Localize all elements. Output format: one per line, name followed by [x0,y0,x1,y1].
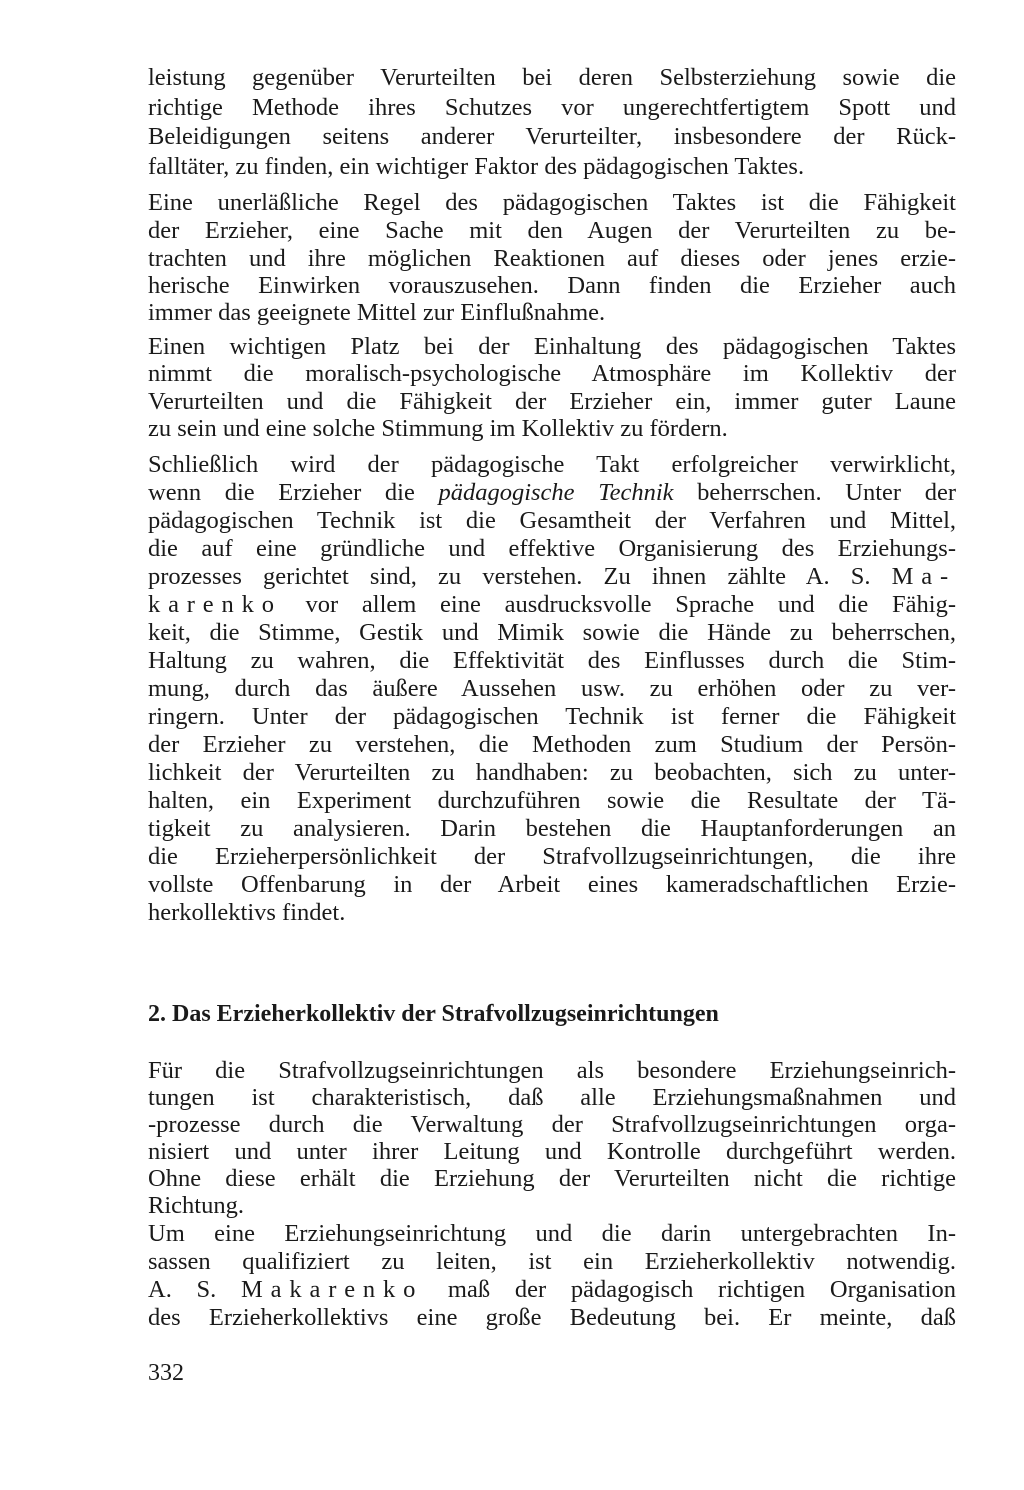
text-line: herkollektivs findet. [148,899,346,926]
text-line: Für die Strafvollzugseinrichtungen als besondere Erziehungseinrich- [148,1057,956,1084]
text-line: ringern. Unter der pädagogischen Technik ist ferner die Fähigkeit [148,703,956,730]
text-line: die auf eine gründliche und effektive Organisierung des Erziehungs- [148,535,956,562]
text-line: mung, durch das äußere Aussehen usw. zu erhöhen oder zu ver- [148,675,956,702]
text-line: Eine unerläßliche Regel des pädagogischen Taktes ist die Fähigkeit [148,189,956,216]
text-segment: maß der pädagogisch richtigen Organisation [423,1276,956,1303]
text-segment: A. S. [148,1276,242,1303]
text-line: keit, die Stimme, Gestik und Mimik sowie die Hände zu beherrschen, [148,619,956,646]
text-line: zu sein und eine solche Stimmung im Kollektiv zu fördern. [148,415,728,442]
spaced-author-name: Makarenko [241,1276,424,1303]
text-line: der Erzieher zu verstehen, die Methoden zum Studium der Persön- [148,731,956,758]
text-line: -prozesse durch die Verwaltung der Strafvollzugseinrichtungen orga- [148,1111,956,1138]
text-line: halten, ein Experiment durchzuführen sowie die Resultate der Tä- [148,787,956,814]
text-line: Einen wichtigen Platz bei der Einhaltung des pädagogischen Taktes [148,333,956,360]
text-line: immer das geeignete Mittel zur Einflußnahme. [148,299,606,326]
text-line: Beleidigungen seitens anderer Verurteilter, insbesondere der Rück- [148,123,956,150]
text-line: herische Einwirken vorauszusehen. Dann finden die Erzieher auch [148,272,956,299]
text-line: leistung gegenüber Verurteilten bei deren Selbsterziehung sowie die [148,64,956,91]
spaced-author-name: karenko [148,591,282,618]
text-line: tungen ist charakteristisch, daß alle Erziehungsmaßnahmen und [148,1084,956,1111]
text-segment: beherrschen. Unter der [673,479,956,506]
spaced-author-name: Ma- [891,563,956,590]
text-line: falltäter, zu finden, ein wichtiger Faktor des pädagogischen Taktes. [148,153,805,180]
text-line: Um eine Erziehungseinrichtung und die darin untergebrachten In- [148,1220,956,1247]
text-line: lichkeit der Verurteilten zu handhaben: zu beobachten, sich zu unter- [148,759,956,786]
text-line: Verurteilten und die Fähigkeit der Erzieher ein, immer guter Laune [148,388,956,415]
text-line-with-spaced-name [148,563,956,590]
text-line: Ohne diese erhält die Erziehung der Verurteilten nicht die richtige [148,1165,956,1192]
text-segment: wenn die Erzieher die [148,479,439,506]
text-segment: prozesses gerichtet sind, zu verstehen. Zu ihnen zählte A. S. [148,563,892,590]
text-line: vollste Offenbarung in der Arbeit eines kameradschaftlichen Erzie- [148,871,956,898]
text-line: pädagogischen Technik ist die Gesamtheit der Verfahren und Mittel, [148,507,956,534]
text-line: die Erzieherpersönlichkeit der Strafvollzugseinrichtungen, die ihre [148,843,956,870]
text-line-with-spaced-name [148,1276,956,1303]
text-line-with-spaced-name [148,591,956,618]
text-line: nimmt die moralisch-psychologische Atmosphäre im Kollektiv der [148,360,956,387]
section-heading: 2. Das Erzieherkollektiv der Strafvollzugseinrichtungen [148,1001,719,1027]
text-line: nisiert und unter ihrer Leitung und Kontrolle durchgeführt werden. [148,1138,956,1165]
text-line: Richtung. [148,1192,244,1219]
text-segment: vor allem eine ausdrucksvolle Sprache und die Fähig- [281,591,956,618]
text-line: des Erzieherkollektivs eine große Bedeutung bei. Er meinte, daß [148,1304,956,1331]
text-line: der Erzieher, eine Sache mit den Augen der Verurteilten zu be- [148,217,956,244]
page-number: 332 [148,1360,184,1386]
text-line-with-emphasis [148,479,956,506]
text-line: tigkeit zu analysieren. Darin bestehen die Hauptanforderungen an [148,815,956,842]
emphasis-term: pädagogische Technik [438,479,674,506]
text-line: sassen qualifiziert zu leiten, ist ein Erzieherkollektiv notwendig. [148,1248,956,1275]
text-line: Schließlich wird der pädagogische Takt erfolgreicher verwirklicht, [148,451,956,478]
text-line: Haltung zu wahren, die Effektivität des Einflusses durch die Stim- [148,647,956,674]
text-line: trachten und ihre möglichen Reaktionen auf dieses oder jenes erzie- [148,245,956,272]
text-line: richtige Methode ihres Schutzes vor ungerechtfertigtem Spott und [148,94,956,121]
